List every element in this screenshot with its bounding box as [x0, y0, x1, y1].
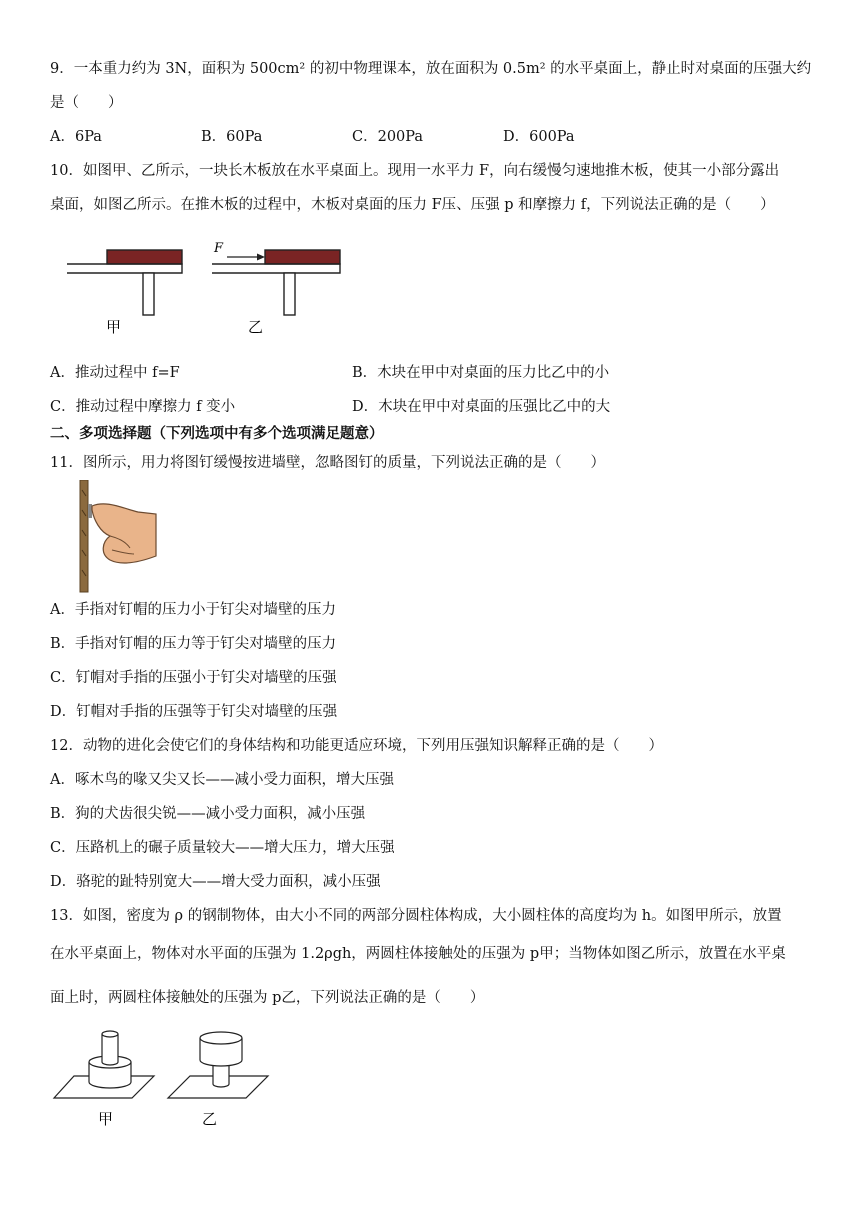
q11-figure	[76, 480, 158, 594]
q10-force-label: F	[214, 241, 224, 256]
q10-force-arrow-head	[257, 254, 265, 261]
q12-option-b: B．狗的犬齿很尖锐——减小受力面积，减小压强	[50, 806, 366, 822]
q10-label-yi: 乙	[248, 318, 264, 336]
section-heading: 二、多项选择题（下列选项中有多个选项满足题意）	[50, 425, 384, 442]
q13-small-cylinder-jia	[102, 1034, 118, 1065]
q10-board-jia	[107, 250, 182, 264]
q10-option-c: C．推动过程中摩擦力 f 变小	[50, 399, 236, 415]
q9-line2: 是（ ）	[50, 95, 123, 111]
q13-line3: 面上时，两圆柱体接触处的压强为 p乙，下列说法正确的是（ ）	[50, 990, 485, 1006]
q12-line1: 12．动物的进化会使它们的身体结构和功能更适应环境，下列用压强知识解释正确的是（ ）	[50, 738, 663, 754]
q9-line1: 9．一本重力约为 3N，面积为 500cm² 的初中物理课本，放在面积为 0.5m² 的水平桌面上，静止时对桌面的压强大约	[50, 61, 812, 77]
q12-option-c: C．压路机上的碾子质量较大——增大压力，增大压强	[50, 840, 395, 856]
q9-option-d: D．600Pa	[503, 129, 575, 145]
q9-option-c: C．200Pa	[352, 129, 424, 145]
q13-figure	[52, 1024, 272, 1132]
q12-option-d: D．骆驼的趾特别宽大——增大受力面积，减小压强	[50, 874, 381, 890]
q10-line1: 10．如图甲、乙所示，一块长木板放在水平桌面上。现用一水平力 F，向右缓慢匀速地推木板，使其一小部分露出	[50, 163, 780, 179]
q10-option-a: A．推动过程中 f=F	[50, 365, 180, 381]
q10-table-leg-yi	[284, 273, 295, 315]
q12-option-a: A．啄木鸟的喙又尖又长——减小受力面积，增大压强	[50, 772, 394, 788]
q10-table-top-yi	[212, 264, 340, 273]
q9-option-b: B．60Pa	[201, 129, 263, 145]
q13-line2: 在水平桌面上，物体对水平面的压强为 1.2ρgh，两圆柱体接触处的压强为 p甲；当物体如图乙所示，放置在水平桌	[50, 946, 786, 962]
q10-label-jia: 甲	[106, 318, 122, 336]
q10-option-b: B．木块在甲中对桌面的压力比乙中的小	[352, 365, 610, 381]
q11-option-a: A．手指对钉帽的压力小于钉尖对墙壁的压力	[50, 602, 336, 618]
q10-board-yi	[265, 250, 340, 264]
q11-option-d: D．钉帽对手指的压强等于钉尖对墙壁的压强	[50, 704, 338, 720]
q10-line2: 桌面，如图乙所示。在推木板的过程中，木板对桌面的压力 F压、压强 p 和摩擦力 f，下列说法正确的是（ ）	[50, 197, 775, 213]
q10-option-d: D．木块在甲中对桌面的压强比乙中的大	[352, 399, 611, 415]
q11-line1: 11．图所示，用力将图钉缓慢按进墙壁，忽略图钉的质量，下列说法正确的是（ ）	[50, 455, 605, 471]
q11-wall	[80, 480, 88, 592]
q11-option-b: B．手指对钉帽的压力等于钉尖对墙壁的压力	[50, 636, 337, 652]
q11-option-c: C．钉帽对手指的压强小于钉尖对墙壁的压强	[50, 670, 337, 686]
q11-hand	[92, 504, 156, 563]
q13-small-cylinder-yi	[213, 1064, 229, 1087]
q10-table-leg-jia	[143, 273, 154, 315]
q13-label-yi: 乙	[202, 1110, 218, 1128]
q10-table-top-jia	[67, 264, 182, 273]
q13-line1: 13．如图，密度为 ρ 的钢制物体，由大小不同的两部分圆柱体构成，大小圆柱体的高度均为 h。如图甲所示，放置	[50, 908, 782, 924]
q10-figure	[62, 236, 352, 336]
q13-label-jia: 甲	[98, 1110, 114, 1128]
q9-option-a: A．6Pa	[50, 129, 102, 145]
